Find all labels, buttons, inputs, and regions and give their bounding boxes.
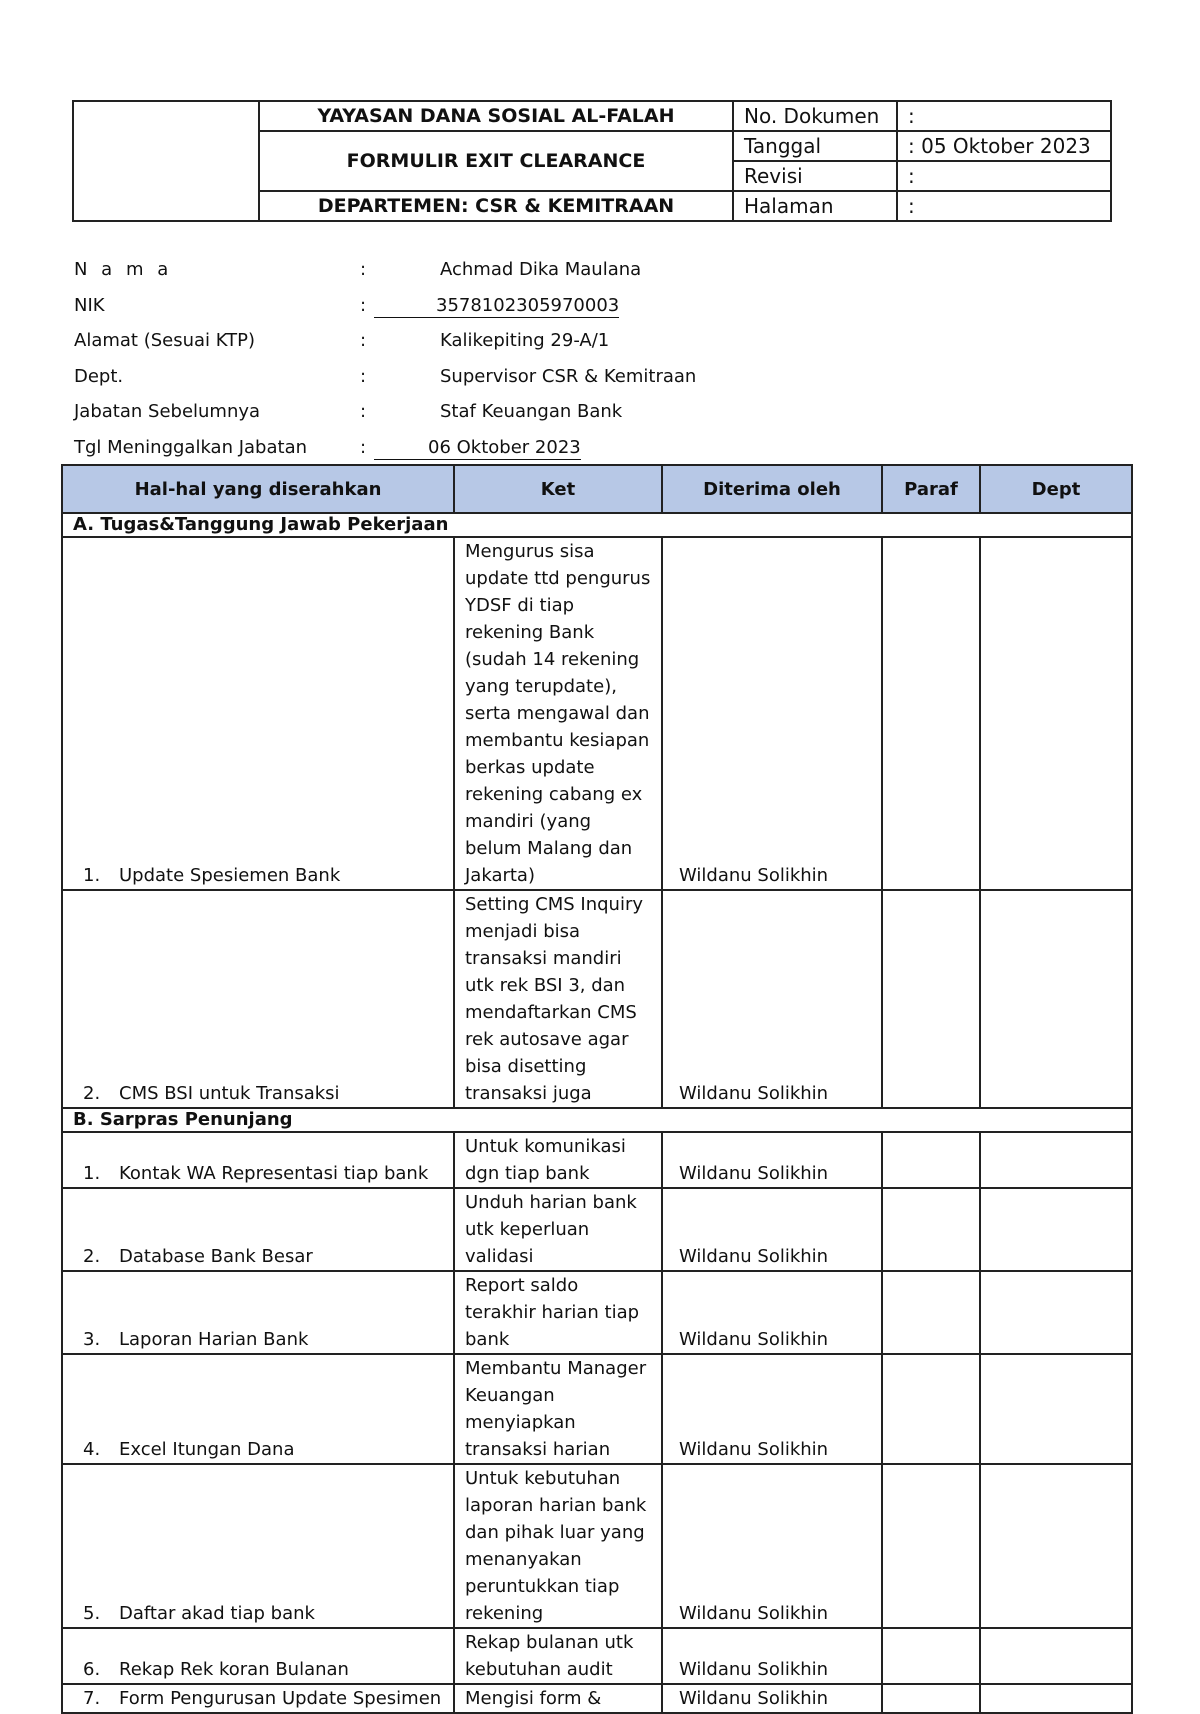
item-number: 1. bbox=[83, 1163, 101, 1184]
paraf-cell bbox=[882, 1354, 980, 1464]
item-note: Rekap bulanan utk kebutuhan audit bbox=[465, 1632, 634, 1680]
item-name: Database Bank Besar bbox=[119, 1246, 313, 1267]
clearance-table bbox=[61, 464, 1133, 1714]
logo-area bbox=[73, 101, 259, 221]
dept-cell bbox=[980, 1271, 1132, 1354]
item-note: Unduh harian bank utk keperluan validasi bbox=[465, 1192, 637, 1267]
info-colon: : bbox=[360, 259, 367, 280]
paraf-cell bbox=[882, 1628, 980, 1684]
item-name: Kontak WA Representasi tiap bank bbox=[119, 1163, 429, 1184]
table-row bbox=[62, 537, 1132, 890]
table-row bbox=[62, 1684, 1132, 1713]
info-colon: : bbox=[360, 436, 367, 458]
form-title: FORMULIR EXIT CLEARANCE bbox=[259, 131, 733, 191]
info-row-name bbox=[74, 252, 874, 288]
item-receiver: Wildanu Solikhin bbox=[662, 537, 882, 890]
paraf-cell bbox=[882, 537, 980, 890]
item-name: CMS BSI untuk Transaksi bbox=[119, 1083, 340, 1104]
dept-cell bbox=[980, 890, 1132, 1108]
item-number: 4. bbox=[83, 1439, 101, 1460]
item-note: Mengurus sisa update ttd pengurus YDSF di tiap rekening Bank (sudah 14 rekening yang terupdate), serta mengawal dan membantu kesiapan berkas update rekening cabang ex mandiri (yang belum Malang dan Jakarta) bbox=[465, 541, 651, 886]
item-receiver: Wildanu Solikhin bbox=[662, 890, 882, 1108]
revision-label: Revisi bbox=[733, 161, 897, 191]
info-value: 06 Oktober 2023 bbox=[374, 437, 581, 460]
organization-name: YAYASAN DANA SOSIAL AL-FALAH bbox=[259, 101, 733, 131]
item-note: Report saldo terakhir harian tiap bank bbox=[465, 1275, 640, 1350]
paraf-cell bbox=[882, 1684, 980, 1713]
paraf-cell bbox=[882, 1271, 980, 1354]
info-value: Supervisor CSR & Kemitraan bbox=[440, 365, 697, 387]
info-label: Dept. bbox=[74, 365, 124, 387]
dept-cell bbox=[980, 1684, 1132, 1713]
item-name: Form Pengurusan Update Spesimen bbox=[119, 1688, 442, 1709]
table-row bbox=[62, 1464, 1132, 1628]
date-label: Tanggal bbox=[733, 131, 897, 161]
page-value: : bbox=[897, 191, 1111, 221]
revision-value: : bbox=[897, 161, 1111, 191]
item-receiver: Wildanu Solikhin bbox=[662, 1271, 882, 1354]
info-row-nik bbox=[74, 288, 874, 324]
table-header-row bbox=[62, 465, 1132, 513]
info-value: Staf Keuangan Bank bbox=[440, 401, 623, 422]
item-number: 2. bbox=[83, 1083, 101, 1104]
date-value: : 05 Oktober 2023 bbox=[897, 131, 1111, 161]
table-row bbox=[62, 1354, 1132, 1464]
column-header: Diterima oleh bbox=[662, 465, 882, 513]
item-number: 3. bbox=[83, 1329, 101, 1350]
item-note: Membantu Manager Keuangan menyiapkan transaksi harian bbox=[465, 1358, 647, 1460]
employee-info bbox=[74, 252, 874, 465]
info-label: Tgl Meninggalkan Jabatan bbox=[74, 436, 308, 458]
info-label: N a m a bbox=[74, 259, 173, 280]
item-receiver: Wildanu Solikhin bbox=[662, 1464, 882, 1628]
dept-cell bbox=[980, 1354, 1132, 1464]
paraf-cell bbox=[882, 1464, 980, 1628]
section-b-row bbox=[62, 1108, 1132, 1132]
info-row-leave-date bbox=[74, 430, 874, 466]
info-row-dept bbox=[74, 359, 874, 395]
table-row bbox=[62, 1188, 1132, 1271]
info-row-previous-position bbox=[74, 394, 874, 430]
table-row bbox=[62, 890, 1132, 1108]
item-name: Laporan Harian Bank bbox=[119, 1329, 309, 1350]
dept-cell bbox=[980, 1132, 1132, 1188]
page-label: Halaman bbox=[733, 191, 897, 221]
section-a-row bbox=[62, 513, 1132, 537]
info-label: Alamat (Sesuai KTP) bbox=[74, 330, 256, 351]
item-receiver: Wildanu Solikhin bbox=[662, 1188, 882, 1271]
info-value: Kalikepiting 29-A/1 bbox=[440, 330, 610, 351]
item-note: Mengisi form & bbox=[465, 1688, 602, 1709]
item-receiver: Wildanu Solikhin bbox=[662, 1684, 882, 1713]
section-title: B. Sarpras Penunjang bbox=[62, 1108, 1132, 1132]
item-number: 6. bbox=[83, 1659, 101, 1680]
table-row bbox=[62, 1628, 1132, 1684]
info-colon: : bbox=[360, 330, 367, 351]
item-receiver: Wildanu Solikhin bbox=[662, 1354, 882, 1464]
item-name: Excel Itungan Dana bbox=[119, 1439, 295, 1460]
item-number: 5. bbox=[83, 1603, 101, 1624]
column-header: Dept bbox=[980, 465, 1132, 513]
item-note: Setting CMS Inquiry menjadi bisa transaksi mandiri utk rek BSI 3, dan mendaftarkan CMS rek autosave agar bisa disetting transaksi juga bbox=[465, 894, 644, 1104]
info-label: Jabatan Sebelumnya bbox=[74, 401, 261, 422]
table-row bbox=[62, 1132, 1132, 1188]
dept-cell bbox=[980, 1188, 1132, 1271]
info-colon: : bbox=[360, 294, 367, 316]
info-row-address bbox=[74, 323, 874, 359]
item-note: Untuk komunikasi dgn tiap bank bbox=[465, 1136, 626, 1184]
column-header: Paraf bbox=[882, 465, 980, 513]
info-label: NIK bbox=[74, 294, 105, 316]
doc-number-label: No. Dokumen bbox=[733, 101, 897, 131]
info-colon: : bbox=[360, 365, 367, 387]
department-title: DEPARTEMEN: CSR & KEMITRAAN bbox=[259, 191, 733, 221]
column-header: Ket bbox=[454, 465, 662, 513]
document-header bbox=[72, 100, 1112, 222]
item-number: 1. bbox=[83, 865, 101, 886]
paraf-cell bbox=[882, 1188, 980, 1271]
table-row bbox=[62, 1271, 1132, 1354]
item-receiver: Wildanu Solikhin bbox=[662, 1132, 882, 1188]
paraf-cell bbox=[882, 890, 980, 1108]
item-note: Untuk kebutuhan laporan harian bank dan pihak luar yang menanyakan peruntukkan tiap rekening bbox=[465, 1468, 647, 1624]
info-colon: : bbox=[360, 401, 367, 422]
dept-cell bbox=[980, 537, 1132, 890]
info-value: 3578102305970003 bbox=[374, 295, 619, 318]
doc-number-value: : bbox=[897, 101, 1111, 131]
item-number: 7. bbox=[83, 1688, 101, 1709]
section-title: A. Tugas&Tanggung Jawab Pekerjaan bbox=[62, 513, 1132, 537]
info-value: Achmad Dika Maulana bbox=[440, 259, 642, 280]
dept-cell bbox=[980, 1464, 1132, 1628]
column-header: Hal-hal yang diserahkan bbox=[62, 465, 454, 513]
item-name: Daftar akad tiap bank bbox=[119, 1603, 315, 1624]
dept-cell bbox=[980, 1628, 1132, 1684]
item-name: Update Spesiemen Bank bbox=[119, 865, 341, 886]
paraf-cell bbox=[882, 1132, 980, 1188]
item-name: Rekap Rek koran Bulanan bbox=[119, 1659, 349, 1680]
item-number: 2. bbox=[83, 1246, 101, 1267]
item-receiver: Wildanu Solikhin bbox=[662, 1628, 882, 1684]
